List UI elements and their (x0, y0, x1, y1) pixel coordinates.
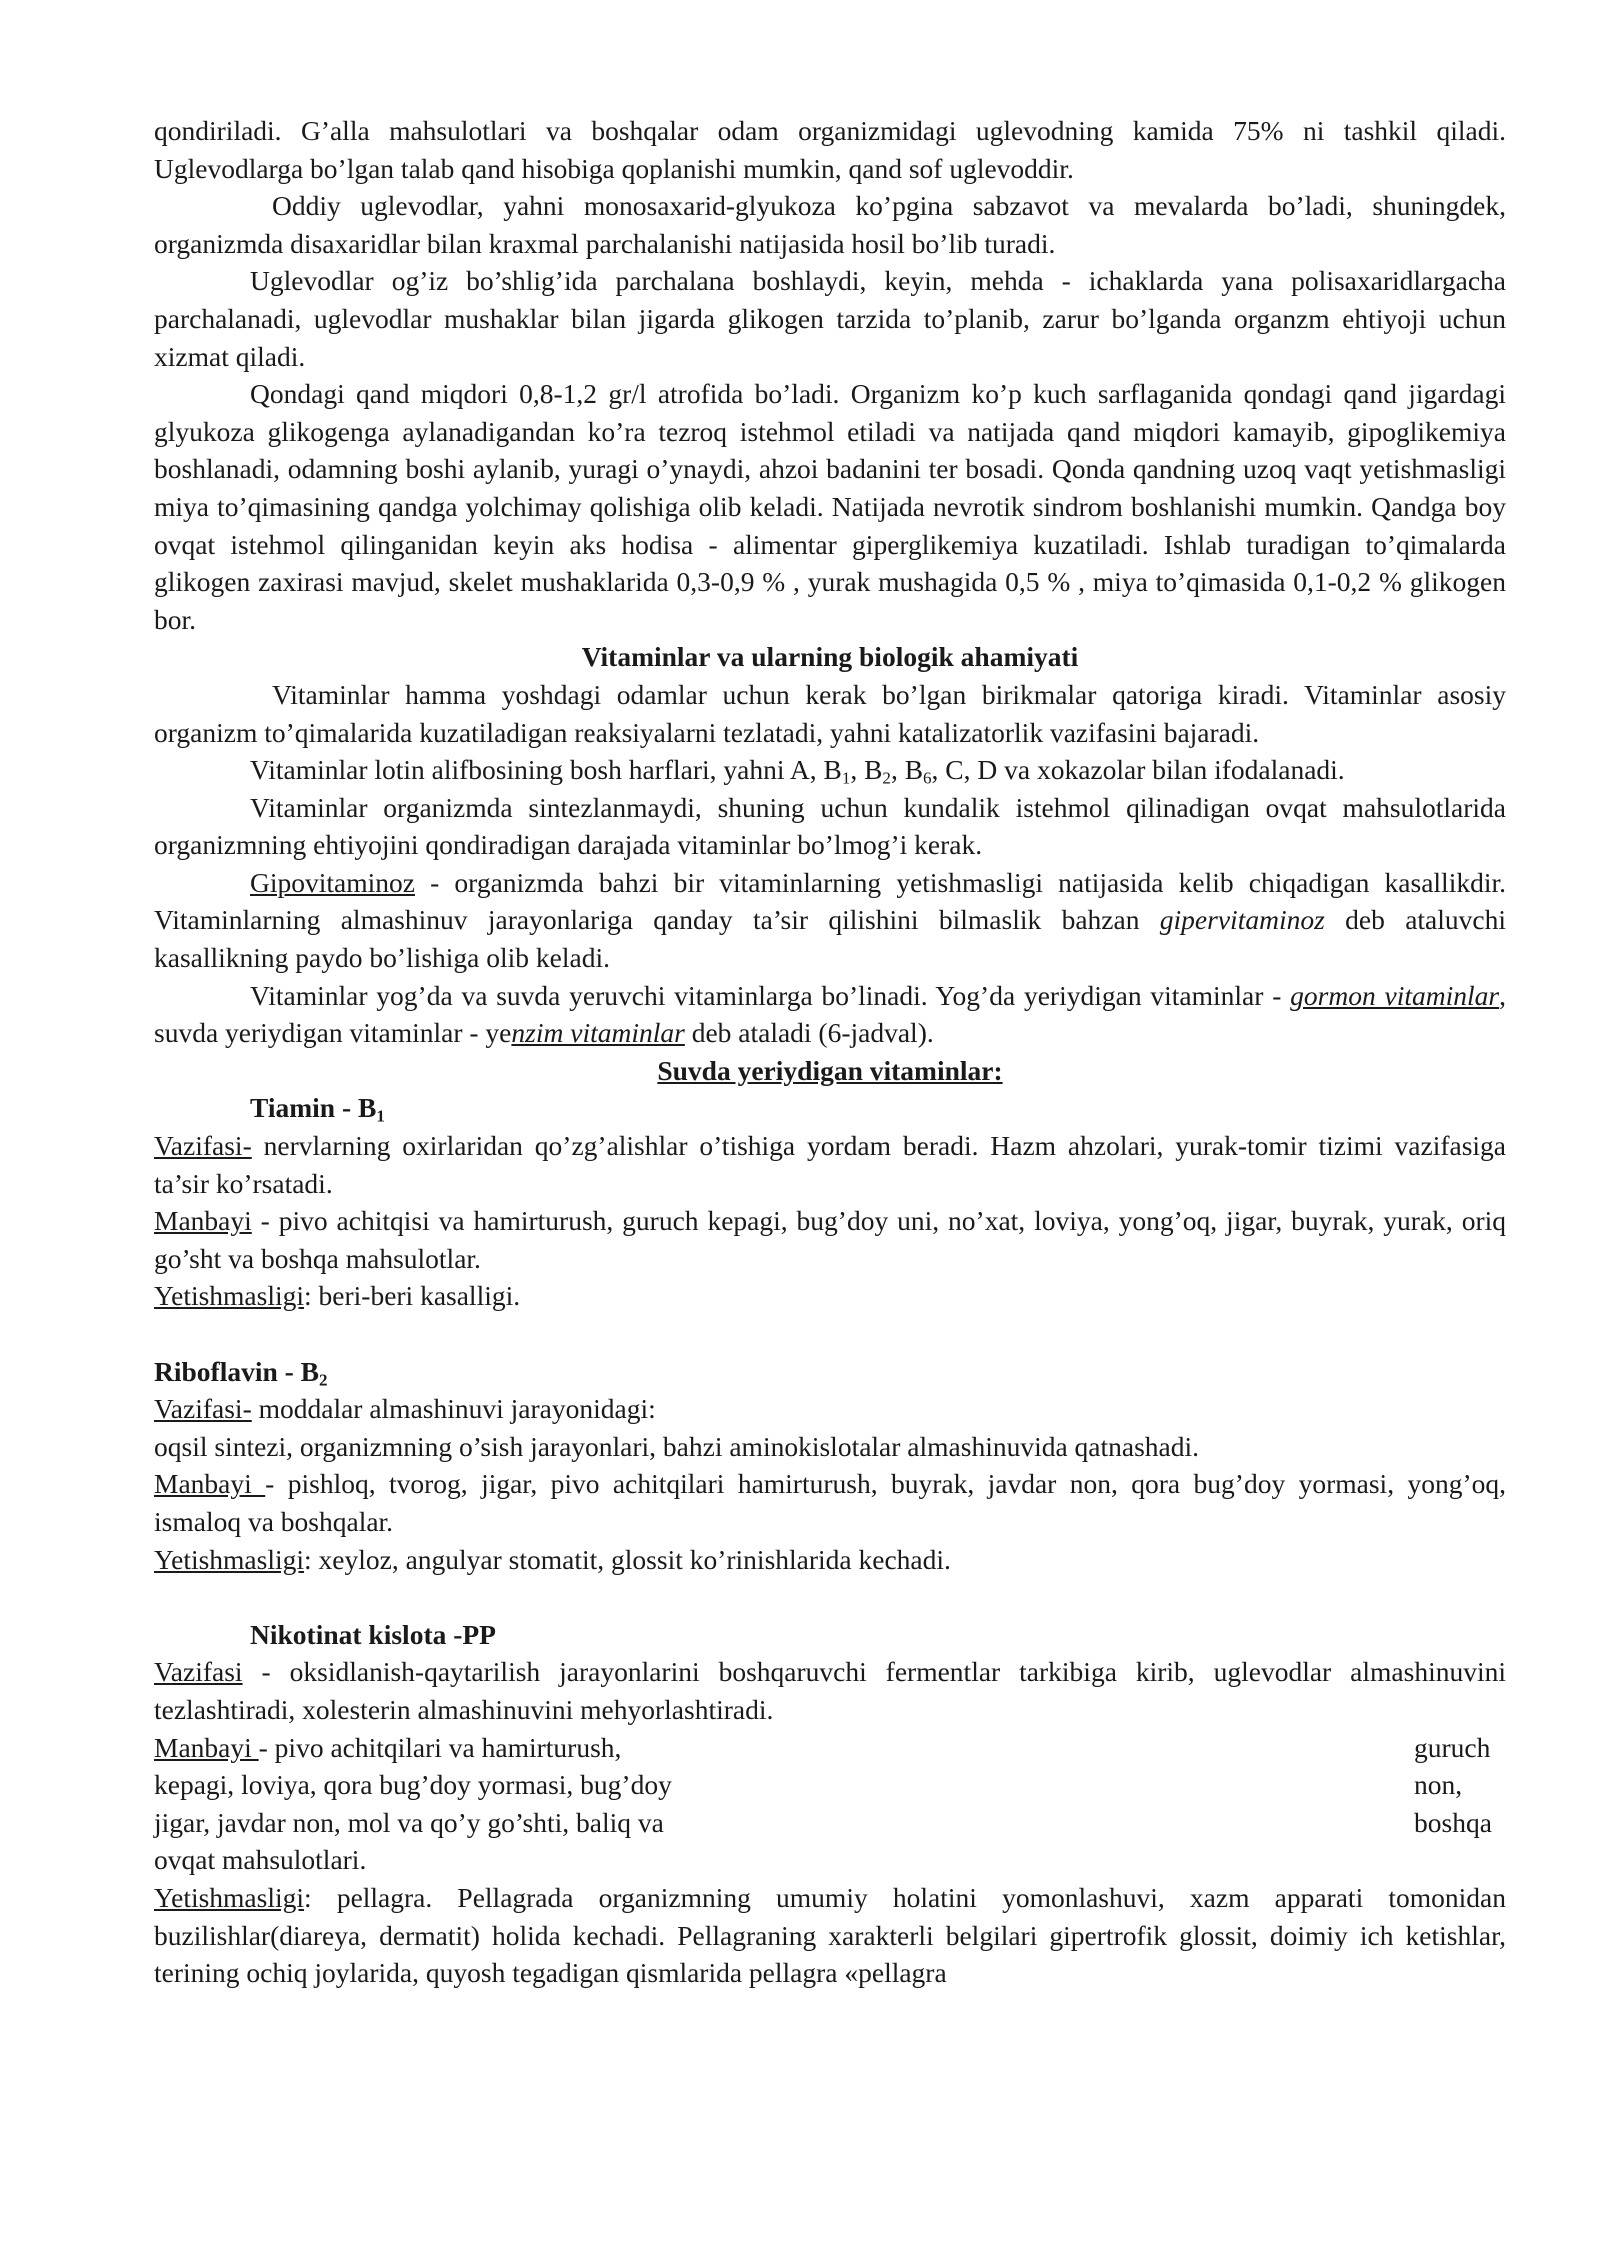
term-gormon-vitaminlar: gormon vitaminlar (1290, 979, 1500, 1011)
paragraph (154, 864, 1506, 977)
label-yetishmasligi: Yetishmasligi (154, 1280, 305, 1312)
label-vazifasi: Vazifasi (154, 1656, 243, 1688)
vitamin-function (154, 1390, 1506, 1428)
text-run: Vitaminlar lotin alifbosining bosh harflari, yahni A, B (250, 754, 842, 786)
text-run: , B (850, 754, 883, 786)
vitamin-title: Tiamin - B (250, 1092, 377, 1124)
text-run: deb ataladi (6-jadval). (684, 1017, 934, 1049)
term-gipervitaminoz: gipervitaminoz (1159, 904, 1325, 936)
document-page (154, 112, 1506, 1992)
vitamin-function-detail: oqsil sintezi, organizmning o’sish jarayonlari, bahzi aminokislotalar almashinuvida qatnashadi. (154, 1430, 1200, 1462)
term-gipovitaminoz: Gipovitaminoz (250, 866, 415, 898)
vitamin-source-line (154, 1729, 1506, 1767)
paragraph: Vitaminlar hamma yoshdagi odamlar uchun kerak bo’lgan birikmalar qatoriga kiradi. Vitaminlar asosiy organizm to’qimalarida kuzatiladigan reaksiyalarni tezlatadi, yahni katalizatorlik vazifasini bajaradi. (154, 678, 1506, 748)
source-left (154, 1729, 621, 1767)
subscript: 1 (376, 1106, 385, 1126)
vitamin-source-end: ovqat mahsulotlari. (154, 1844, 367, 1876)
subsection-heading (154, 1052, 1506, 1090)
subscript: 1 (841, 768, 851, 788)
vitamin-deficiency (154, 1879, 1506, 1992)
paragraph: Oddiy uglevodlar, yahni monosaxarid-glyukoza ko’pgina sabzavot va mevalarda bo’ladi, shuningdek, organizmda disaxaridlar bilan kraxmal parchalanishi natijasida hosil bo’lib turadi. (154, 190, 1506, 259)
text-run: - pishloq, tvorog, jigar, pivo achitqilari hamirturush, buyrak, javdar non, qora bug’doy yormasi, yong’oq, ismaloq va boshqalar. (154, 1468, 1507, 1537)
label-vazifasi: Vazifasi- (154, 1130, 252, 1162)
spacer (154, 1315, 1506, 1353)
text-run: , C, D va xokazolar bilan ifodalanadi. (931, 754, 1345, 786)
vitamin-source (154, 1202, 1506, 1277)
text-run: : xeyloz, angulyar stomatit, glossit ko’rinishlarida kechadi. (304, 1543, 951, 1575)
text-run: - pivo achitqisi va hamirturush, guruch kepagi, bug’doy uni, no’xat, loviya, yong’oq, jigar, buyrak, yurak, oriq go’sht va boshqa mahsulotlar. (154, 1205, 1506, 1274)
text-run: , B (890, 754, 924, 786)
label-vazifasi: Vazifasi- (154, 1393, 252, 1425)
paragraph (154, 751, 1506, 789)
label-yetishmasligi: Yetishmasligi (154, 1543, 305, 1575)
vitamin-function (154, 1653, 1506, 1728)
vitamin-heading-tiamin (154, 1089, 1506, 1127)
text-run: - oksidlanish-qaytarilish jarayonlarini boshqaruvchi fermentlar tarkibiga kirib, uglevodlar almashinuvini tezlashtiradi, xolesterin almashinuvini mehyorlashtiradi. (154, 1656, 1506, 1725)
term-enzim-vitaminlar: nzim vitaminlar (511, 1017, 685, 1049)
text-run: - organizmda bahzi bir vitaminlarning yetishmasligi natijasida kelib chiqadigan kasallikdir. Vitaminlarning almashinuv jarayonlariga qanday ta’sir qilishini bilmaslik bahzan (154, 866, 1506, 936)
text-run: Vitaminlar yog’da va suvda yeruvchi vitaminlarga bo’linadi. Yog’da yeriydigan vitaminlar - (250, 979, 1291, 1011)
vitamin-source (154, 1465, 1506, 1540)
text-run: moddalar almashinuvi jarayonidagi: (251, 1393, 656, 1425)
text-run: , suvda yeriydigan vitaminlar - ye (154, 979, 1506, 1049)
spacer (154, 1578, 1506, 1616)
paragraph: Vitaminlar organizmda sintezlanmaydi, shuning uchun kundalik istehmol qilinadigan ovqat mahsulotlarida organizmning ehtiyojini qondiradigan darajada vitaminlar bo’lmog’i kerak. (154, 791, 1506, 861)
paragraph: Uglevodlar og’iz bo’shlig’ida parchalana boshlaydi, keyin, mehda - ichaklarda yana polisaxaridlargacha parchalanadi, uglevodlar mushaklar bilan jigarda glikogen tarzida to’planib, zarur bo’lganda organzm ehtiyoji uchun xizmat qiladi. (154, 265, 1506, 372)
vitamin-source-line (154, 1804, 1506, 1842)
label-manbayi: Manbayi (154, 1468, 266, 1500)
label-manbayi: Manbayi (154, 1205, 252, 1237)
paragraph (154, 977, 1506, 1052)
text-run: deb ataluvchi kasallikning paydo bo’lishiga olib keladi. (154, 904, 1506, 974)
label-yetishmasligi: Yetishmasligi (154, 1881, 305, 1913)
source-left: jigar, javdar non, mol va qo’y go’shti, baliq va (154, 1806, 664, 1838)
section-heading: Vitaminlar va ularning biologik ahamiyati (581, 641, 1079, 673)
subscript: 6 (923, 768, 932, 788)
text-run: - pivo achitqilari va hamirturush, (258, 1731, 622, 1763)
source-left: kepagi, loviya, qora bug’doy yormasi, bug’doy (154, 1769, 672, 1801)
label-manbayi: Manbayi (154, 1731, 259, 1763)
vitamin-source-line (154, 1766, 1506, 1804)
source-right: non, (1414, 1769, 1463, 1801)
source-right: guruch (1414, 1731, 1491, 1763)
source-right: boshqa (1414, 1806, 1492, 1838)
vitamin-heading-nikotinat: Nikotinat kislota -PP (250, 1618, 496, 1650)
vitamin-deficiency (154, 1541, 1506, 1579)
vitamin-deficiency (154, 1277, 1506, 1315)
vitamin-function (154, 1127, 1506, 1202)
vitamin-heading-riboflavin (154, 1353, 1506, 1391)
text-run: : beri-beri kasalligi. (304, 1280, 521, 1312)
text-run: nervlarning oxirlaridan qo’zg’alishlar o’tishiga yordam beradi. Hazm ahzolari, yurak-tomir tizimi vazifasiga ta’sir ko’rsatadi. (154, 1130, 1506, 1199)
subscript: 2 (319, 1369, 328, 1389)
paragraph: qondiriladi. G’alla mahsulotlari va boshqalar odam organizmidagi uglevodning kamida 75% ni tashkil qiladi. Uglevodlarga bo’lgan talab qand hisobiga qoplanishi mumkin, qand sof uglevoddir. (154, 115, 1506, 184)
subscript: 2 (882, 768, 891, 788)
text-run: : pellagra. Pellagrada organizmning umumiy holatini yomonlashuvi, xazm apparati tomonidan buzilishlar(diareya, dermatit) holida kechadi. Pellagraning xarakterli belgilari gipertrofik glossit, doimiy ich ketishlar, terining ochiq joylarida, quyosh tegadigan qismlarida pellagra «pellagra (154, 1881, 1506, 1989)
paragraph: Qondagi qand miqdori 0,8-1,2 gr/l atrofida bo’ladi. Organizm ko’p kuch sarflaganida qondagi qand jigardagi glyukoza glikogenga aylanadigandan ko’ra tezroq istehmol etiladi va natijada qand miqdori kamayib, gipoglikemiya boshlanadi, odamning boshi aylanib, yuragi o’ynaydi, ahzoi badanini ter bosadi. Qonda qandning uzoq vaqt yetishmasligi miya to’qimasining qandga yolchimay qolishiga olib keladi. Natijada nevrotik sindrom boshlanishi mumkin. Qandga boy ovqat istehmol qilinganidan keyin aks hodisa - alimentar giperglikemiya kuzatiladi. Ishlab turadigan to’qimalarda glikogen zaxirasi mavjud, skelet mushaklarida 0,3-0,9 % , yurak mushagida 0,5 % , miya to’qimasida 0,1-0,2 % glikogen bor. (154, 378, 1506, 635)
subsection-title: Suvda yeriydigan vitaminlar: (657, 1054, 1003, 1086)
vitamin-title: Riboflavin - B (154, 1355, 320, 1387)
